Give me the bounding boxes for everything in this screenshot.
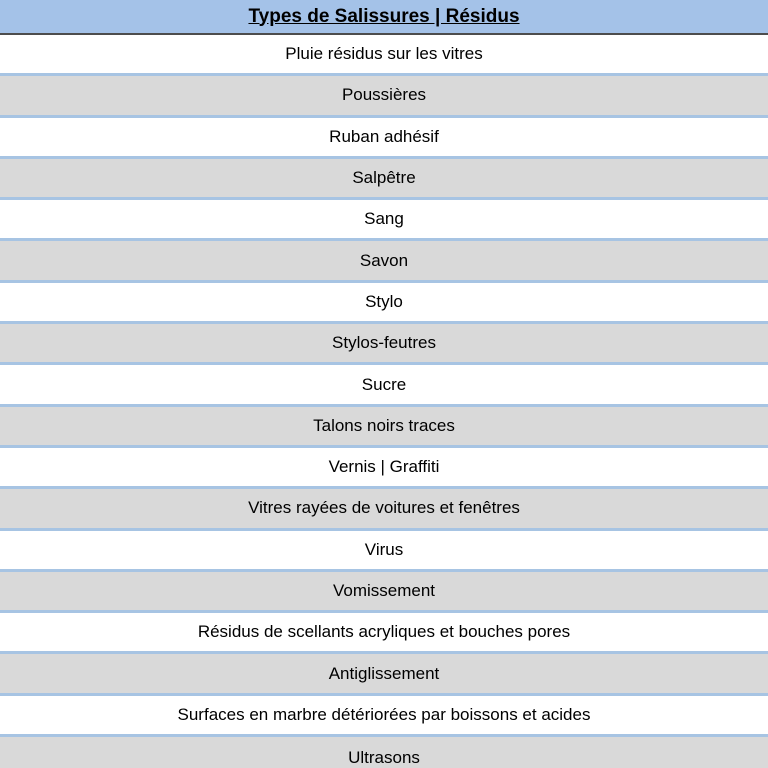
table-rows [0, 35, 768, 768]
table-row: Talons noirs traces [0, 407, 768, 448]
table-row: Savon [0, 241, 768, 282]
table-row: Stylos-feutres [0, 324, 768, 365]
table-row: Ultrasons [0, 737, 768, 768]
table-row: Vomissement [0, 572, 768, 613]
table-row: Antiglissement [0, 654, 768, 695]
table-row: Virus [0, 531, 768, 572]
table-row: Surfaces en marbre détériorées par boissons et acides [0, 696, 768, 737]
table-row: Vitres rayées de voitures et fenêtres [0, 489, 768, 530]
table-row: Pluie résidus sur les vitres [0, 35, 768, 76]
table-row: Poussières [0, 76, 768, 117]
table-row: Vernis | Graffiti [0, 448, 768, 489]
table-header: Types de Salissures | Résidus [0, 0, 768, 35]
table-row: Salpêtre [0, 159, 768, 200]
table-row: Stylo [0, 283, 768, 324]
table-row: Résidus de scellants acryliques et bouches pores [0, 613, 768, 654]
table-row: Ruban adhésif [0, 118, 768, 159]
table-row: Sucre [0, 365, 768, 406]
table-row: Sang [0, 200, 768, 241]
